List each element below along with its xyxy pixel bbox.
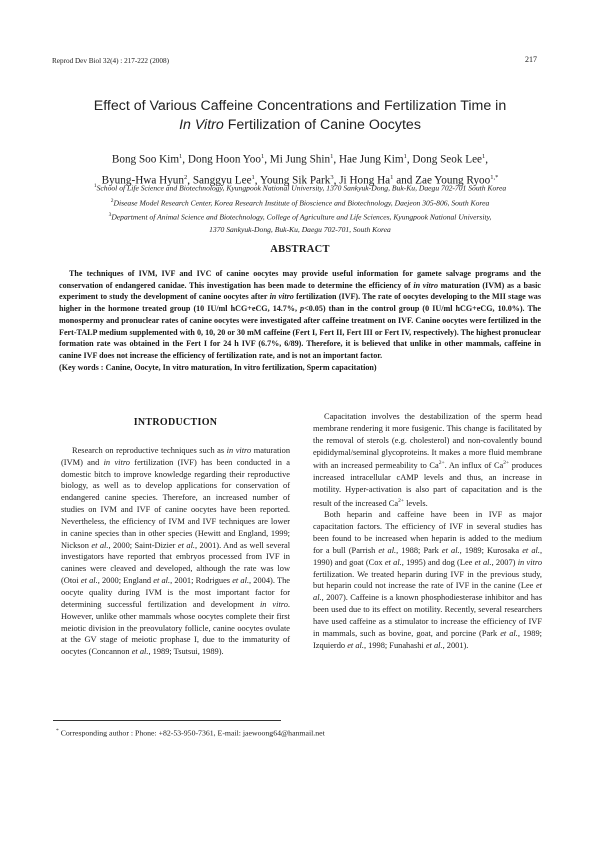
body-paragraph: Both heparin and caffeine have been in IVF as major capacitation factors. The efficiency of IVF in several studies has been found to be increased when heparin is added to the medium for a bull (Parrish et al., 1988; Park et al., 1989; Kurosaka et al., 1990) and goat (Cox et al., 1995) and dog (Lee et al., 2007) in vitro fertilization. We treated heparin during IVF in the previous study, but heparin could not increase the rate of IVF in the canine (Lee et al., 2007). Caffeine is a known phosphodiesterase inhibitor and has been used due to its effect on motility. Recently, several researchers have used caffeine as a stimulator to increase the efficiency of IVF in mammals, such as bovine, goat, and porcine (Park et al., 1989; Izquierdo et al., 1998; Funahashi et al., 2001).: [313, 510, 543, 650]
title-line-2: [40, 116, 560, 135]
column-right: [313, 411, 542, 651]
author-sup: 1: [403, 153, 407, 160]
author-sup: 1: [179, 153, 183, 160]
author-line-1: Bong Soo Kim$^1$, Dong Hoon Yoo$^1$, Mi Jung Shin$^1$, Hae Jung Kim$^1$, Dong Seok Lee$^1$,: [111, 153, 489, 166]
column-left: [61, 412, 290, 658]
corresponding-author-footnote: * Corresponding author : Phone: +82-53-950-7361, E-mail: jaewoong64@hanmail.net: [56, 728, 325, 738]
author-name: Mi Jung Shin: [269, 153, 331, 166]
author-sup: 3: [330, 173, 334, 181]
journal-citation: Reprod Dev Biol 32(4) : 217-222 (2008): [52, 57, 169, 65]
footnote-rule: [53, 720, 281, 721]
affiliation-3: $^3$Department of Animal Science and Biotechnology, College of Agriculture and Life Sciences, Kyungpook National University,: [108, 212, 492, 222]
body-paragraph: Capacitation involves the destabilization of the sperm head membrane rendering it more fusigenic. This change is facilitated by the removal of sterols (e.g. cholesterol) and non-covalently bound epididymal/seminal glycoproteins. It makes a more fluid membrane with an increased permeability to $Ca^{2+}$. An influx of $Ca^{2+}$ produces increased intracellular cAMP levels and thus, an increase in motility. Hyper-activation is also part of capacitation and is the result of the increased $Ca^{2+}$ levels.: [313, 412, 543, 508]
author-sup: 2: [183, 173, 188, 181]
author-sup: 1: [330, 153, 334, 160]
author-name: Young Sik Park: [259, 174, 331, 187]
title-italic: In Vitro: [179, 117, 224, 133]
author-name: Zae Young Ryoo: [415, 174, 491, 187]
author-name: Dong Seok Lee: [412, 153, 483, 166]
author-line-2: Byung-Hwa Hyun$^2$, Sanggyu Lee$^1$, Young Sik Park$^3$, Ji Hong Ha$^1$ and Zae Young Ryoo$^{1,*}$: [101, 173, 499, 187]
introduction-heading: INTRODUCTION: [133, 417, 218, 428]
author-sup: 1,*: [490, 173, 499, 181]
abstract-heading: ABSTRACT: [270, 244, 330, 255]
keywords: (Key words : Canine, Oocyte, In vitro maturation, In vitro fertilization, Sperm capacitation): [59, 362, 377, 372]
author-sup: 1: [251, 173, 255, 181]
title-line-1: Effect of Various Caffeine Concentrations and Fertilization Time in: [93, 98, 507, 114]
affiliation-1: $^1$School of Life Science and Biotechnology, Kyungpook National University, 1370 Sankyuk-Dong, Buk-Ku, Daegu 702-701 South Korea: [93, 183, 507, 193]
paper-title: [40, 97, 560, 135]
author-sup: 1: [260, 153, 265, 160]
affiliation-3-cont: 1370 Sankyuk-Dong, Buk-Ku, Daegu 702-701, South Korea: [209, 224, 391, 234]
intro-paragraph: Research on reproductive techniques such as in vitro maturation (IVM) and in vitro fertilization (IVF) has been conducted in a domestic bitch to improve knowledge regarding their reproductive biology, as well as to develop applications for conservation of endangered canine species. Therefore, an increased number of studies on IVM and IVF of canine oocytes have been reported. Nevertheless, the efficiency of IVM and IVF techniques are lower in canine species than in other species (Hewitt and England, 1999; Nickson et al., 2000; Saint-Dizier et al., 2001). And as well several investigators have reported that embryos processed from IVF in canines were cleaved and developed, although the rate was low (Otoi et al., 2000; England et al., 2001; Rodrigues et al., 2004). The oocyte quality during IVM is the most important factor for determining successful fertilization and development in vitro. However, unlike other mammals whose oocytes complete their first meiotic division in the preovulatory follicle, canine oocytes ovulate at the GV stage of meiotic prophase I, due to the immaturity of oocytes (Concannon et al., 1989; Tsutsui, 1989).: [61, 445, 291, 657]
author-name: Bong Soo Kim: [111, 153, 180, 166]
author-sup: 1: [390, 173, 394, 181]
title-rest: Fertilization of Canine Oocytes: [223, 117, 421, 133]
author-name: Byung-Hwa Hyun: [101, 174, 184, 187]
author-name: Ji Hong Ha: [339, 174, 391, 187]
affiliation-2: $^2$Disease Model Research Center, Korea Research Institute of Bioscience and Biotechnology, Daejeon 305-806, South Korea: [110, 197, 490, 208]
author-name: Dong Hoon Yoo: [187, 153, 261, 166]
page-number: 217: [525, 55, 537, 64]
abstract-paragraph: The techniques of IVM, IVF and IVC of canine oocytes may provide useful information for gamete salvage programs and the conservation of endangered canidae. This investigation has been made to determine the efficiency of in vitro maturation (IVM) as a basic experiment to study the development of canine oocytes after in vitro fertilization (IVF). The rate of oocytes developing to the MII stage was higher in the hormone treated group (10 IU/ml hCG+eCG, 14.7%, p<0.05) than in the control group (0 IU/ml hCG+eCG, 10.0%). The monospermy and pronuclear rates of canine oocytes were investigated after caffeine treatment on IVF. Canine oocytes were fertilized in the Fert-TALP medium supplemented with 0, 10, 20 or 30 mM caffeine (Fert I, Fert II, Fert III or Fert IV, respectively). The highest pronuclear formation rate was obtained in the Fert I for 24 h IVF (6.7%, 6/89). Therefore, it is believed that unlike in other mammals, caffeine in canine IVF does not increase the efficiency of fertilization rate, and is not an important factor.: [59, 269, 541, 360]
abstract-body: [59, 268, 541, 373]
author-name: Hae Jung Kim: [338, 153, 404, 166]
author-name: Sanggyu Lee: [192, 174, 252, 187]
author-sup: 1: [482, 153, 486, 160]
affiliations: [40, 180, 560, 236]
